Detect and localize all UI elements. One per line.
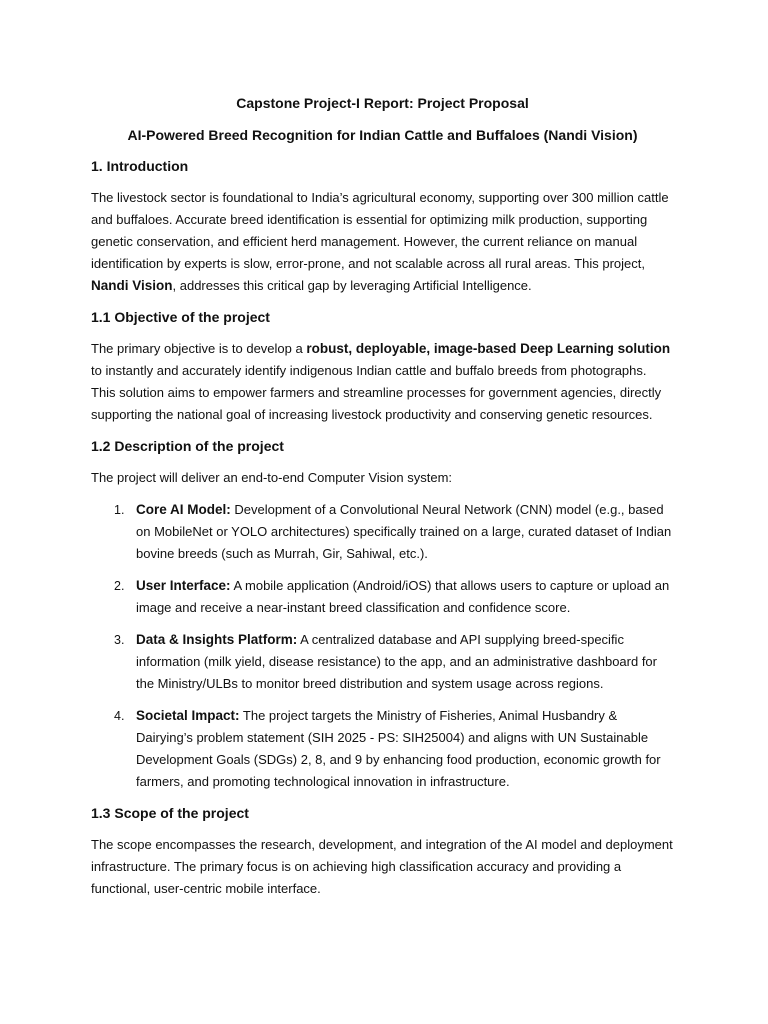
objective-heading: 1.1 Objective of the project: [91, 309, 270, 325]
objective-text-start: The primary objective is to develop a: [91, 341, 307, 356]
list-item: [91, 499, 674, 565]
list-item: [91, 705, 674, 793]
list-item-number: 3.: [114, 633, 125, 647]
list-item-lead: Data & Insights Platform:: [136, 632, 298, 647]
document-title: Capstone Project-I Report: Project Proposal: [236, 95, 529, 111]
list-item-text: Development of a Convolutional Neural Network (CNN) model (e.g., based on MobileNet or YOLO architectures) specifically trained on a large, curated dataset of Indian bovine breeds (such as Murrah, Gir, Sahiwal, etc.).: [136, 502, 672, 561]
list-item-number: 4.: [114, 709, 125, 723]
description-intro: The project will deliver an end-to-end Computer Vision system:: [91, 470, 453, 485]
list-item-lead: Societal Impact:: [136, 708, 240, 723]
scope-paragraph: The scope encompasses the research, development, and integration of the AI model and deployment infrastructure. The primary focus is on achieving high classification accuracy and providing a functional, user-centric mobile interface.: [91, 837, 673, 896]
list-item-lead: Core AI Model:: [136, 502, 231, 517]
list-item-text: The project targets the Ministry of Fisheries, Animal Husbandry & Dairying’s problem statement (SIH 2025 - PS: SIH25004) and aligns with UN Sustainable Development Goals (SDGs) 2, 8, and 9 by enhancing food production, economic growth for farmers, and promoting technological innovation in infrastructure.: [136, 708, 661, 789]
objective-text-end: to instantly and accurately identify indigenous Indian cattle and buffalo breeds from photographs. This solution aims to empower farmers and streamline processes for government agencies, directly supporting the national goal of increasing livestock productivity and conserving genetic resources.: [91, 363, 662, 422]
objective-emphasis: robust, deployable, image-based Deep Learning solution: [306, 341, 671, 356]
description-heading: 1.2 Description of the project: [91, 438, 284, 454]
introduction-paragraph: [91, 187, 674, 297]
list-item: [91, 575, 674, 619]
objective-paragraph: [91, 338, 674, 426]
introduction-heading: 1. Introduction: [91, 158, 189, 174]
deliverables-list: [91, 499, 674, 793]
scope-heading: 1.3 Scope of the project: [91, 805, 249, 821]
list-item-number: 2.: [114, 579, 125, 593]
list-item: [91, 629, 674, 695]
document-subtitle: AI-Powered Breed Recognition for Indian Cattle and Buffaloes (Nandi Vision): [127, 127, 638, 143]
list-item-number: 1.: [114, 503, 125, 517]
list-item-lead: User Interface:: [136, 578, 231, 593]
list-item-text: A mobile application (Android/iOS) that allows users to capture or upload an image and receive a near-instant breed classification and confidence score.: [136, 578, 670, 615]
introduction-text-end: , addresses this critical gap by leveraging Artificial Intelligence.: [172, 278, 532, 293]
project-name-emphasis: Nandi Vision: [91, 278, 173, 293]
list-item-text: A centralized database and API supplying breed-specific information (milk yield, disease resistance) to the app, and an administrative dashboard for the Ministry/ULBs to monitor breed distribution and system usage across regions.: [136, 632, 657, 691]
introduction-text-start: The livestock sector is foundational to India’s agricultural economy, supporting over 300 million cattle and buffaloes. Accurate breed identification is essential for optimizing milk production, supporting genetic conservation, and efficient herd management. However, the current reliance on manual identification by experts is slow, error-prone, and not scalable across all rural areas. This project,: [91, 190, 669, 271]
